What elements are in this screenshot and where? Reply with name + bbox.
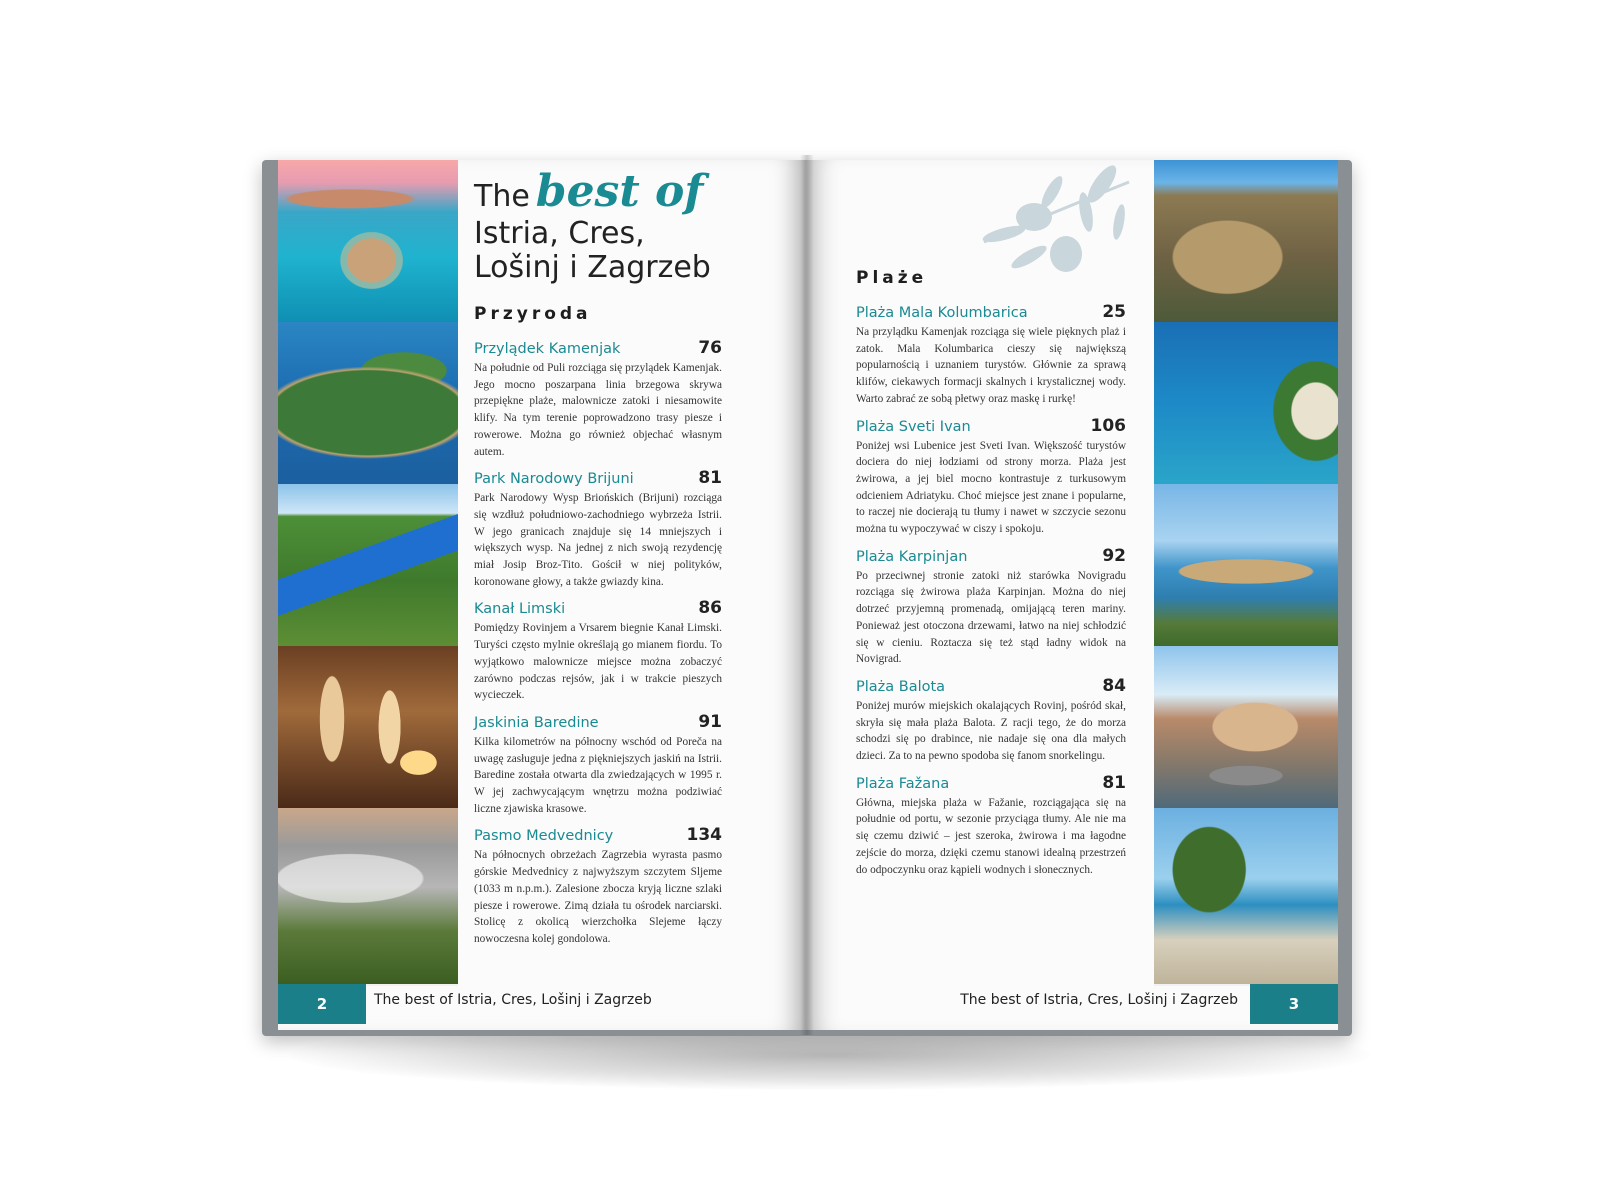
- entry-page-number: 76: [698, 338, 722, 358]
- photo-novigrad-shore: [1154, 484, 1338, 648]
- entry-description: Na przylądku Kamenjak rozciąga się wiele pięknych plaż i zatok. Mala Kolumbarica cieszy się największą popularnością i uznaniem turystów. Głównie za sprawą klifów, ciekawych formacji skalnych i krystalicznej wody. Warto zabrać ze sobą płetwy oraz maskę i rurkę!: [856, 326, 1126, 405]
- entry-name: Jaskinia Baredine: [474, 714, 599, 731]
- entry-page-number: 81: [1102, 772, 1126, 793]
- entry-description: Park Narodowy Wysp Briońskich (Brijuni) rozciąga się wzdłuż południowo-zachodniego wybrzeża Istrii. W jego granicach znajduje się 14 mniejszych i większych wysp. Na jednej z nich swoją rezydencję miał Josip Broz-Tito. Gościł w niej polityków, koronowane głowy, a także gwiazdy kina.: [474, 492, 722, 588]
- entry-description: Na południe od Puli rozciąga się przylądek Kamenjak. Jego mocno poszarpana linia brzegowa skrywa przepiękne plaże, malownicze zatoki i niesamowite klify. Na tym terenie poprowadzono trasy piesze i rowerowe. Można go również objechać własnym autem.: [474, 362, 722, 458]
- entry-description: Kilka kilometrów na północny wschód od Poreča na uwagę zasługuje jedna z piękniejszych jaskiń na Istrii. Baredine została otwarta dla zwiedzających w 1995 r. W jej zachwycającym wnętrzu można podziwiać liczne zjawiska krasowe.: [474, 735, 722, 815]
- running-title-right: The best of Istria, Cres, Lošinj i Zagrzeb: [960, 992, 1238, 1008]
- right-photo-column: [1154, 160, 1338, 984]
- entry-page-number: 81: [698, 468, 722, 489]
- photo-baredine-cave: [278, 646, 458, 810]
- left-entry-list: [474, 338, 722, 956]
- title-the: The: [474, 179, 530, 214]
- entry-description: Na północnych obrzeżach Zagrzebia wyrasta pasmo górskie Medvednicy z najwyższym szczytem Sljeme (1033 m n.p.m.). Zalesione zbocza kryją liczne szlaki piesze i rowerowe. Zimą działa tu ośrodek narciarski. Stolicę z okolicą wierzchołka Slejeme łączy nowoczesna kolej gondolowa.: [474, 849, 722, 945]
- entry-description: Pomiędzy Rovinjem a Vrsarem biegnie Kanał Limski. Turyści często mylnie określają go mianem fiordu. To wyjątkowo malownicze miejsce można zobaczyć zarówno podczas rejsów, jak i w trakcie pieszych wycieczek.: [474, 622, 722, 702]
- title-line-2: Lošinj i Zagrzeb: [474, 250, 711, 285]
- section-heading-plaze: Plaże: [856, 268, 928, 288]
- entry-name: Plaża Sveti Ivan: [856, 418, 971, 435]
- entry-name: Plaża Mala Kolumbarica: [856, 305, 1028, 321]
- entry-description: Poniżej wsi Lubenice jest Sveti Ivan. Większość turystów dociera do niej łodziami od strony morza. Plaża jest żwirowa, a jej biel mocno kontrastuje z turkusowym odcieniem Adriatyku. Choć miejsce jest znane i popularne, to raczej nie docierają tu tłumy i nawet w szczycie sezonu można tu wypoczywać w ciszy i spokoju.: [856, 439, 1126, 536]
- page-title: [474, 166, 711, 285]
- left-photo-column: [278, 160, 458, 984]
- entry-balota: [856, 676, 1126, 765]
- entry-brijuni: [474, 468, 722, 590]
- entry-page-number: 134: [686, 825, 722, 846]
- entry-name: Przylądek Kamenjak: [474, 341, 621, 357]
- entry-page-number: 92: [1102, 545, 1126, 566]
- entry-medvednica: [474, 825, 722, 947]
- entry-name: Plaża Fažana: [856, 775, 950, 792]
- running-title-left: The best of Istria, Cres, Lošinj i Zagrzeb: [374, 992, 652, 1008]
- title-script: best of: [535, 166, 704, 217]
- entry-fazana: [856, 773, 1126, 879]
- photo-rovinj-walls: [1154, 646, 1338, 810]
- title-line-1: Istria, Cres,: [474, 216, 645, 251]
- entry-description: Po przeciwnej stronie zatoki niż starówka Novigradu rozciąga się żwirowa plaża Karpinjan. Można do niej dotrzeć przyjemną promenadą, omijającą teren mariny. Ponieważ jest otoczona drzewami, łatwo na niej schłodzić się w cieniu. Roztacza się też stąd ładny widok na Novigrad.: [856, 569, 1126, 666]
- right-entry-list: [856, 302, 1126, 886]
- entry-kamenjak: [474, 338, 722, 460]
- photo-limski-channel: [278, 484, 458, 648]
- entry-page-number: 84: [1102, 675, 1126, 696]
- section-heading-przyroda: Przyroda: [474, 304, 592, 324]
- photo-sveti-ivan-bay: [1154, 322, 1338, 486]
- entry-page-number: 106: [1090, 415, 1126, 436]
- book-spine: [800, 155, 814, 1035]
- right-page: [806, 160, 1338, 1030]
- entry-description: Poniżej murów miejskich okalających Rovinj, pośród skał, skryła się mała plaża Balota. Z racji tego, że do morza schodzi się po drabince, nie nadaje się ona dla małych dzieci. Za to na pewno spodoba się fanom snorkelingu.: [856, 699, 1126, 763]
- entry-page-number: 25: [1102, 302, 1126, 322]
- entry-name: Plaża Karpinjan: [856, 548, 968, 565]
- photo-brijuni-coast: [278, 322, 458, 486]
- photo-kamenjak-islet: [278, 160, 458, 324]
- page-number-left: 2: [278, 984, 366, 1024]
- entry-mala-kolumbarica: [856, 302, 1126, 408]
- olive-branch-icon: [974, 162, 1134, 282]
- photo-medvednica-mist: [278, 808, 458, 986]
- entry-baredine: [474, 712, 722, 818]
- entry-karpinjan: [856, 546, 1126, 668]
- entry-page-number: 86: [698, 598, 722, 619]
- entry-limski: [474, 598, 722, 704]
- entry-name: Kanał Limski: [474, 601, 566, 618]
- photo-kolumbarica-cliffs: [1154, 160, 1338, 324]
- entry-name: Plaża Balota: [856, 678, 946, 695]
- entry-description: Główna, miejska plaża w Fažanie, rozciągająca się na południe od portu, w sezonie przyciąga tłumy. Ale nie ma się czemu dziwić – jest szeroka, żwirowa i ma łagodne zejście do morza, dzięki czemu stanowi idealną przestrzeń do odpoczynku oraz kąpieli wodnych i słonecznych.: [856, 796, 1126, 876]
- entry-name: Park Narodowy Brijuni: [474, 471, 634, 488]
- entry-page-number: 91: [698, 711, 722, 732]
- entry-sveti-ivan: [856, 416, 1126, 538]
- entry-name: Pasmo Medvednicy: [474, 828, 614, 845]
- page-number-right: 3: [1250, 984, 1338, 1024]
- left-page: [278, 160, 806, 1030]
- left-footer: [278, 984, 806, 1030]
- right-footer: [806, 984, 1338, 1030]
- photo-fazana-beach: [1154, 808, 1338, 986]
